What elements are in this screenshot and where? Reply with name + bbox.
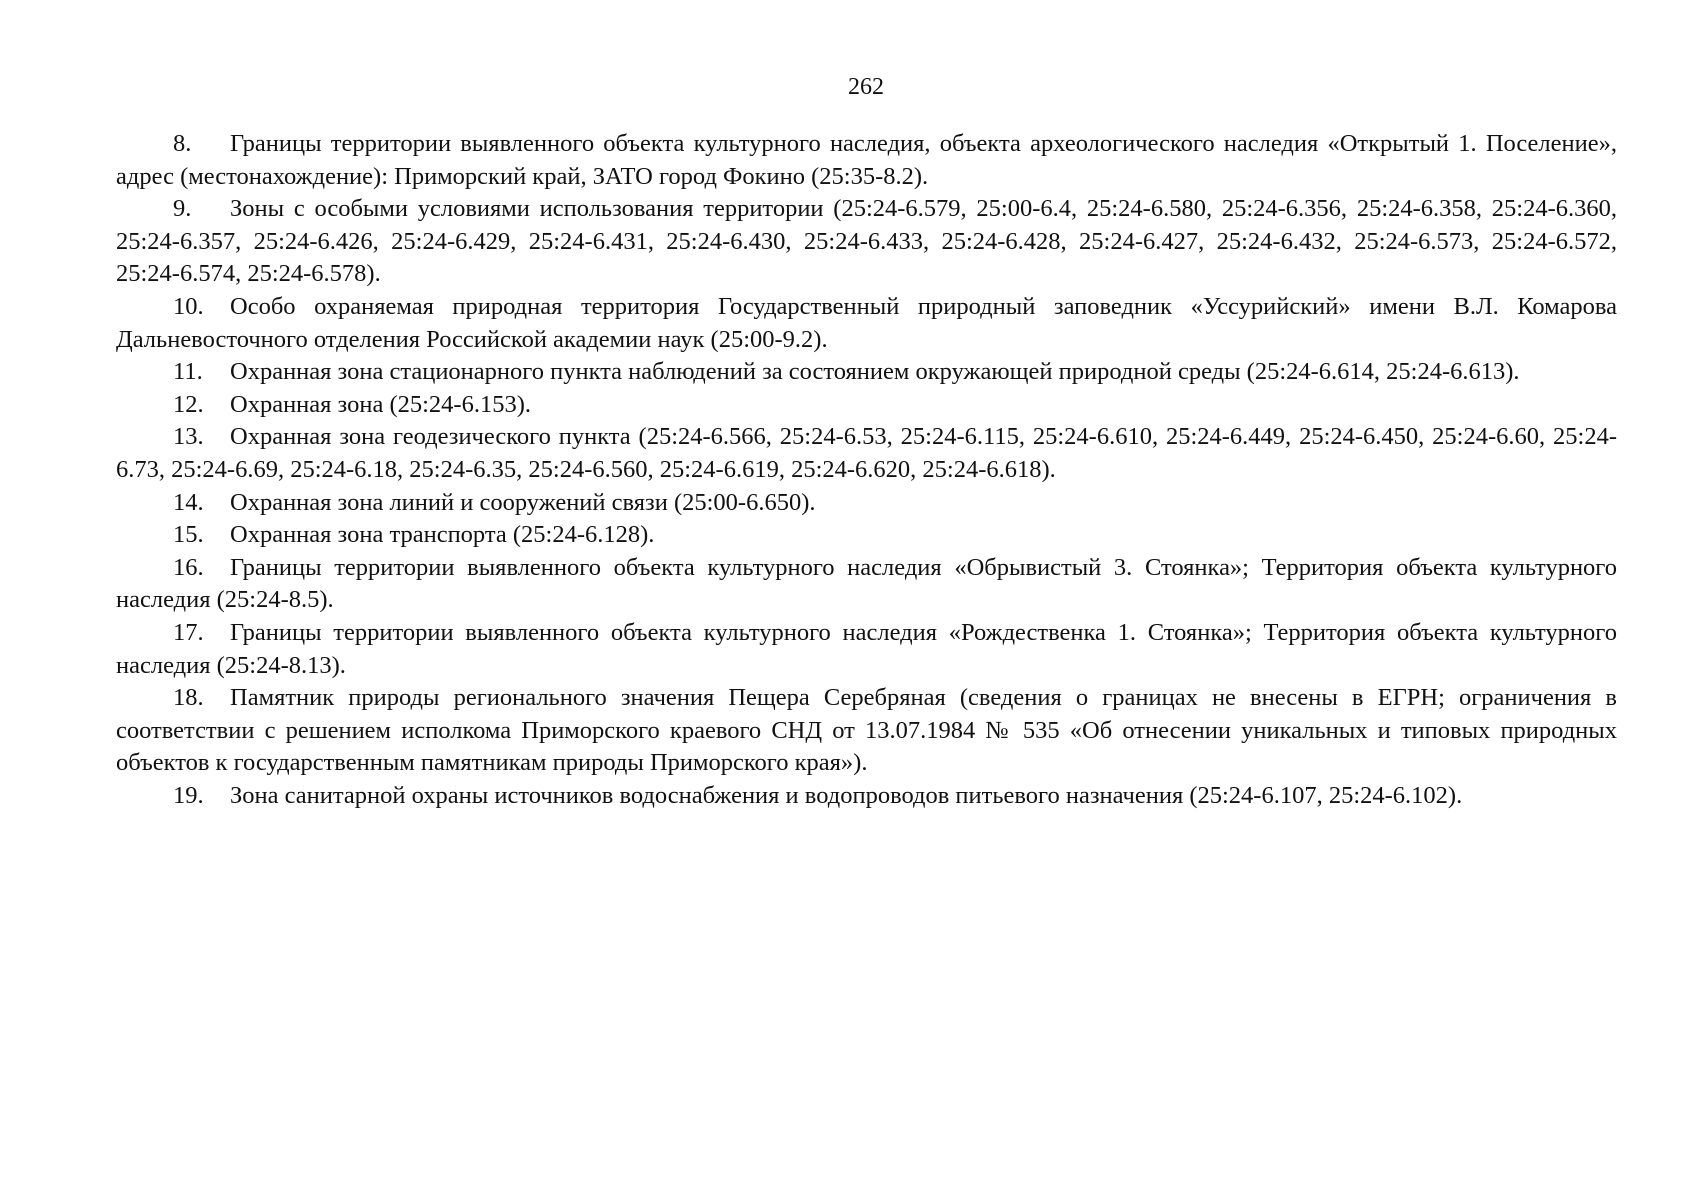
item-number: 13. (173, 423, 204, 451)
item-text: Особо охраняемая природная территория Государственный природный заповедник «Уссурийский» имени В.Л. Комарова Дальневосточного отделения Российской академии наук (25:00-9.2). (116, 292, 1617, 353)
item-number: 10. (173, 292, 204, 320)
list-item (116, 617, 1617, 682)
list-item (116, 780, 1617, 813)
list-item (116, 389, 1617, 422)
item-text: Зона санитарной охраны источников водоснабжения и водопроводов питьевого назначения (25:24-6.107, 25:24-6.102). (230, 781, 1463, 809)
item-text: Охранная зона геодезического пункта (25:24-6.566, 25:24-6.53, 25:24-6.115, 25:24-6.610, 25:24-6.449, 25:24-6.450, 25:24-6.60, 25:24-6.73, 25:24-6.69, 25:24-6.18, 25:24-6.35, 25:24-6.560, 25:24-6.619, 25:24-6.620, 25:24-6.618). (116, 423, 1617, 483)
item-text: Зоны с особыми условиями использования территории (25:24-6.579, 25:00-6.4, 25:24-6.580, 25:24-6.356, 25:24-6.358, 25:24-6.360, 25:24-6.357, 25:24-6.426, 25:24-6.429, 25:24-6.431, 25:24-6.430, 25:24-6.433, 25:24-6.428, 25:24-6.427, 25:24-6.432, 25:24-6.573, 25:24-6.572, 25:24-6.574, 25:24-6.578). (116, 195, 1617, 288)
item-text: Памятник природы регионального значения Пещера Серебряная (сведения о границах не внесены в ЕГРН; ограничения в соответствии с решением исполкома Приморского краевого СНД от 13.07.1984 № 535 «Об отнесении уникальных и типовых природных объектов к государственным памятникам природы Приморского края»). (116, 684, 1617, 777)
item-text: Границы территории выявленного объекта культурного наследия «Обрывистый 3. Стоянка»; Территория объекта культурного наследия (25:24-8.5). (116, 553, 1617, 614)
item-number: 18. (173, 684, 204, 712)
item-text: Границы территории выявленного объекта культурного наследия «Рождественка 1. Стоянка»; Территория объекта культурного наследия (25:24-8.13). (116, 618, 1617, 679)
item-number: 14. (173, 488, 204, 516)
list-item (116, 519, 1617, 552)
numbered-list (116, 128, 1617, 812)
list-item (116, 291, 1617, 356)
item-number: 15. (173, 521, 204, 549)
list-item (116, 682, 1617, 780)
page-number: 262 (848, 74, 884, 100)
item-text: Охранная зона транспорта (25:24-6.128). (230, 521, 655, 549)
item-text: Охранная зона линий и сооружений связи (25:00-6.650). (230, 488, 816, 516)
item-number: 11. (173, 358, 203, 386)
item-text: Охранная зона (25:24-6.153). (230, 390, 531, 418)
list-item (116, 552, 1617, 617)
list-item (116, 356, 1617, 389)
item-text: Охранная зона стационарного пункта наблюдений за состоянием окружающей природной среды (25:24-6.614, 25:24-6.613). (230, 358, 1520, 386)
list-item (116, 487, 1617, 520)
item-number: 16. (173, 553, 204, 581)
item-text: Границы территории выявленного объекта культурного наследия, объекта археологического наследия «Открытый 1. Поселение», адрес (местонахождение): Приморский край, ЗАТО город Фокино (25:35-8.2). (116, 130, 1617, 190)
item-number: 8. (173, 130, 192, 157)
item-number: 9. (173, 195, 192, 223)
list-item (116, 421, 1617, 486)
item-number: 17. (173, 618, 204, 646)
list-item (116, 193, 1617, 291)
item-number: 12. (173, 390, 204, 418)
list-item (116, 128, 1617, 193)
item-number: 19. (173, 781, 204, 809)
